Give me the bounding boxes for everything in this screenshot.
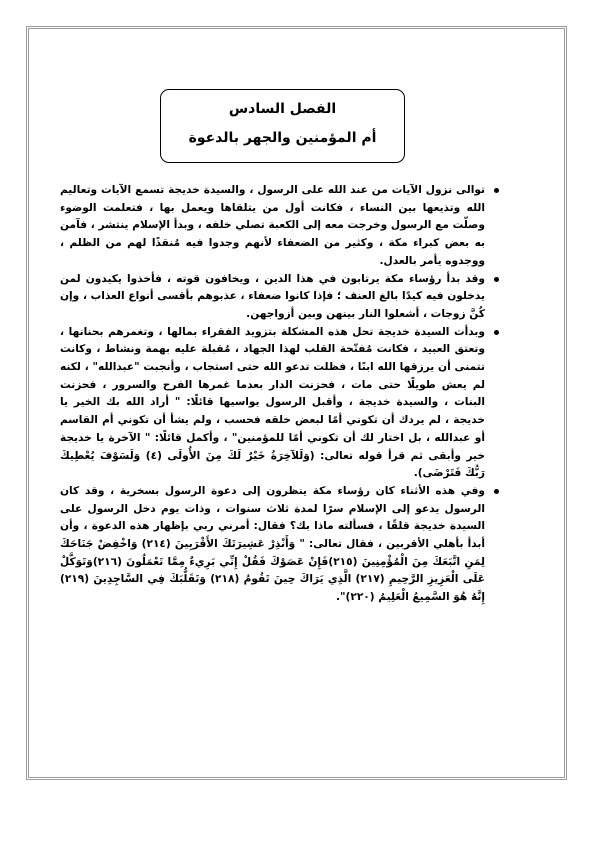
paragraph-text: وفي هذه الأثناء كان رؤساء مكة ينظرون إلى دعوة الرسول بسخرية ، وقد كان الرسول يدعو إلى الإسلام سرًا لمدة ثلاث سنوات ، وذات يوم دخل الرسول على السيدة خديجة قلقًا ، فسألته ماذا بك؟ فقال: أمرني ربي بإظهار هذه الدعوة ، وأن أبدأ بأهلي الأقربين ، فقال تعالى: " وَأَنْذِرْ عَشِيرَتَكَ الأَقْرَبِينَ (٢١٤) وَاخْفِضْ جَنَاحَكَ لِمَنِ اتَّبَعَكَ مِنَ الْمُؤْمِنِينَ (٢١٥)فَإِنْ عَصَوْكَ فَقُلْ إِنِّي بَرِيءٌ مِمَّا تَعْمَلُونَ (٢١٦)وَتَوَكَّلْ عَلَى الْعَزِيزِ الرَّحِيمِ (٢١٧) الَّذِي يَرَاكَ حِينَ تَقُومُ (٢١٨) وَتَقَلُّبَكَ فِي السَّاجِدِينَ (٢١٩) إِنَّهُ هُوَ السَّمِيعُ الْعَلِيمُ (٢٢٠)". — [60, 484, 486, 604]
paragraph-text: وبدأت السيدة خديجة تحل هذه المشكلة بتزويد الفقراء بمالها ، وتغمرهم بحنانها ، وتعتق العبيد ، فكانت مُفتّحة القلب لهذا الجهاد ، مُقبلة عليه بهمة ونشاط ، وكانت تتمنى أن يرزقها الله ابنًا ، فظلت تدعو الله حتى استجاب ، وأنجبت "عبدالله" ، لكنه لم يعش طويلًا حتى مات ، فحزنت الدار بعدما غمرها الفرح والسرور ، فحزنت البنات ، والسيدة خديجة ، وأقبل الرسول يواسيها قائلًا: " أراد الله بك الخير يا خديجة ، لم يردك أن تكوني أمًا لبعض خلقه فحسب ، ولم يشأ أن تكوني أم القاسم أو عبدالله ، بل اختار لك أن تكوني أمًا للمؤمنين" ، وأكمل قائلًا: " الآخرة يا خديجة خير وأبقى ثم قرأ قوله تعالى: (وَلَلآخِرَةُ خَيْرٌ لَكَ مِنَ الأُولَى (٤) وَلَسَوْفَ يُعْطِيكَ رَبُّكَ فَتَرْضَى). — [60, 325, 486, 480]
bullet-icon — [494, 188, 499, 193]
bullet-icon — [494, 489, 499, 494]
paragraph-text: توالى نزول الآيات من عند الله على الرسول ، والسيدة خديجة تسمع الآيات وتعاليم الله وتذيعها بين النساء ، فكانت أول من يتلقاها ويعمل بها ، فتعلمت الوضوء وصلّت مع الرسول وخرجت معه إلى الكعبة تصلي خلفه ، وبدأ الإسلام ينتشر ، فآمن به بعض كبراء مكة ، وكثير من الضعفاء لأنهم وجدوا فيه مُنقذًا لهم من الظلم ، ووجدوه يأمر بالعدل. — [60, 184, 485, 267]
bullet-icon — [494, 330, 499, 335]
chapter-body — [60, 182, 499, 607]
bullet-icon — [494, 277, 499, 282]
chapter-title: أم المؤمنين والجهر بالدعوة — [188, 130, 377, 146]
paragraph-2 — [60, 271, 499, 324]
chapter-title-box — [160, 89, 405, 163]
paragraph-text: وقد بدأ رؤساء مكة يرتابون في هذا الدين ، ويخافون قوته ، فأخذوا يكيدون لمن يدخلون فيه كيدًا بالغ العنف ؛ فإذا كانوا ضعفاء ، عذبوهم بأقسى أنواع العذاب ، وإن كُنَّ زوجات ، أشعلوا النار بينهن وبين أزواجهن. — [60, 272, 485, 320]
chapter-label: الفصل السادس — [228, 101, 337, 117]
paragraph-1 — [60, 182, 499, 271]
paragraph-3 — [60, 324, 499, 483]
paragraph-4 — [60, 483, 499, 607]
